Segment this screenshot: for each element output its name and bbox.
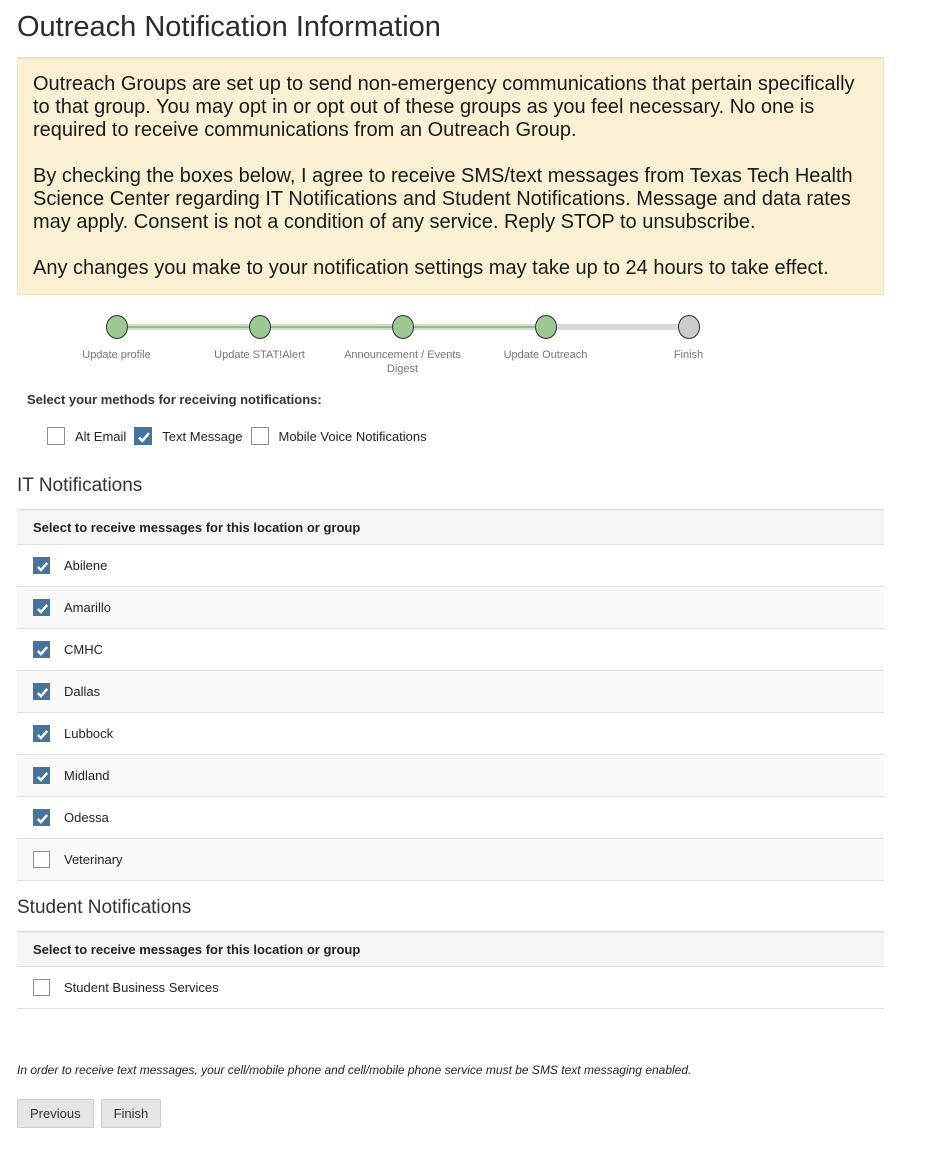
checkmark-icon: [35, 769, 50, 784]
progress-stepper: [45, 315, 884, 376]
table-row-cmhc: [17, 628, 884, 670]
table-row-lubbock: [17, 712, 884, 754]
checkmark-icon: [35, 601, 50, 616]
midland-checkbox[interactable]: [33, 767, 50, 784]
step-connector: [128, 324, 249, 330]
text-message-checkbox[interactable]: [134, 427, 152, 445]
sms-footnote: In order to receive text messages, your cell/mobile phone and cell/mobile phone service must be SMS text messaging enabled.: [17, 1063, 692, 1077]
row-label: Student Business Services: [64, 980, 219, 995]
student-notifications-title: Student Notifications: [17, 897, 192, 918]
step-connector: [557, 324, 678, 330]
mobile-voice-label: Mobile Voice Notifications: [278, 428, 427, 444]
student-business-services-checkbox[interactable]: [33, 979, 50, 996]
checkmark-icon: [136, 429, 152, 445]
table-body: [17, 966, 884, 1008]
table-header: Select to receive messages for this location or group: [17, 510, 884, 544]
table-row-amarillo: [17, 586, 884, 628]
previous-button[interactable]: Previous: [17, 1099, 94, 1128]
step-circle-icon: [249, 315, 271, 339]
table-body: [17, 544, 884, 880]
dallas-checkbox[interactable]: [33, 683, 50, 700]
step-label: Update STAT!Alert: [214, 349, 305, 361]
row-label: Amarillo: [64, 600, 111, 615]
checkmark-icon: [35, 685, 50, 700]
step-label: Announcement / Events Digest: [344, 349, 461, 375]
info-box: [17, 58, 884, 295]
step-label: Finish: [673, 349, 704, 361]
info-paragraph: Any changes you make to your notification settings may take up to 24 hours to take effect.: [33, 257, 829, 279]
alt-email-checkbox[interactable]: [47, 427, 65, 445]
row-label: Odessa: [64, 810, 109, 825]
table-row-odessa: [17, 796, 884, 838]
it-notifications-title: IT Notifications: [17, 475, 143, 496]
methods-row: [47, 427, 884, 445]
info-paragraph: By checking the boxes below, I agree to receive SMS/text messages from Texas Tech Health Science Center regarding IT Notifications and Student Notifications. Message and data rates may apply. Consent is not a condition of any service. Reply STOP to unsubscribe.: [33, 165, 853, 233]
row-label: Veterinary: [64, 852, 123, 867]
veterinary-checkbox[interactable]: [33, 851, 50, 868]
step-connector: [414, 324, 535, 330]
info-paragraph: Outreach Groups are set up to send non-emergency communications that pertain specifically to that group. You may opt in or opt out of these groups as you feel necessary. No one is required to receive communications from an Outreach Group.: [33, 73, 855, 141]
table-row-abilene: [17, 544, 884, 586]
table-header: Select to receive messages for this location or group: [17, 932, 884, 966]
checkmark-icon: [35, 727, 50, 742]
odessa-checkbox[interactable]: [33, 809, 50, 826]
finish-button[interactable]: Finish: [101, 1099, 162, 1128]
it-notifications-table: [17, 510, 884, 881]
table-row-dallas: [17, 670, 884, 712]
row-label: CMHC: [64, 642, 103, 657]
amarillo-checkbox[interactable]: [33, 599, 50, 616]
row-label: Lubbock: [64, 726, 114, 741]
row-label: Abilene: [64, 558, 108, 573]
step-label: Update profile: [82, 349, 151, 361]
checkmark-icon: [35, 643, 50, 658]
student-notifications-table: [17, 932, 884, 1009]
step-circle-icon: [678, 315, 700, 339]
abilene-checkbox[interactable]: [33, 557, 50, 574]
text-message-label: Text Message: [162, 428, 243, 444]
step-label: Update Outreach: [503, 349, 588, 361]
step-circle-icon: [392, 315, 414, 339]
row-label: Midland: [64, 768, 110, 783]
methods-label: Select your methods for receiving notifications:: [27, 392, 322, 407]
mobile-voice-checkbox[interactable]: [251, 427, 269, 445]
table-row-student-business-services: [17, 966, 884, 1008]
step-connector: [271, 324, 392, 330]
row-label: Dallas: [64, 684, 101, 699]
cmhc-checkbox[interactable]: [33, 641, 50, 658]
table-row-midland: [17, 754, 884, 796]
checkmark-icon: [35, 559, 50, 574]
alt-email-label: Alt Email: [75, 428, 127, 444]
button-row: [17, 1099, 884, 1130]
step-circle-icon: [106, 315, 128, 339]
step-circle-icon: [535, 315, 557, 339]
page-title: Outreach Notification Information: [17, 11, 441, 43]
lubbock-checkbox[interactable]: [33, 725, 50, 742]
checkmark-icon: [35, 811, 50, 826]
step-finish: [617, 315, 760, 376]
page-container: [17, 11, 884, 1130]
table-row-veterinary: [17, 838, 884, 880]
